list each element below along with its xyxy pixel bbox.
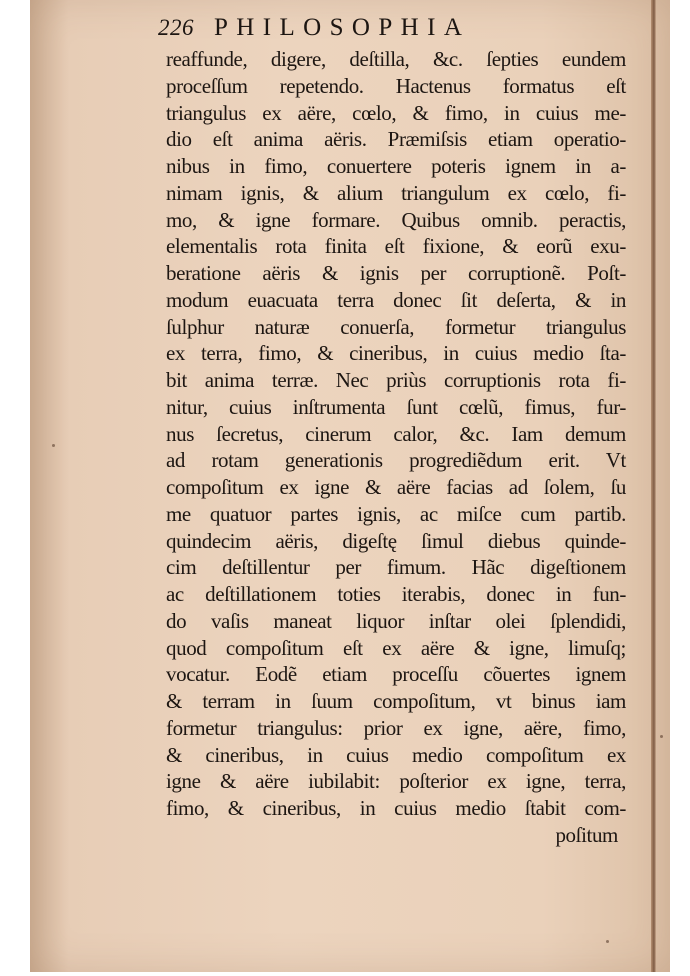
page-edge-shadow — [651, 0, 656, 972]
paper-speck — [606, 940, 609, 943]
text-line: quindecim aëris, digeſtę ſimul diebus quinde- — [166, 528, 626, 553]
text-line: fimo, & cineribus, in cuius medio ſtabit com- — [166, 796, 626, 820]
running-title: PHILOSOPHIA — [214, 14, 471, 41]
text-line: modum euacuata terra donec ſit deſerta, & in — [166, 287, 626, 312]
text-line: formetur triangulus: prior ex igne, aëre, fimo, — [166, 715, 626, 740]
body-text — [166, 46, 626, 849]
text-line: nimam ignis, & alium triangulum ex cœlo, fi- — [166, 180, 626, 205]
text-line: cim deſtillentur per fimum. Hãc digeſtionem — [166, 555, 626, 580]
text-line: & terram in ſuum compoſitum, vt binus iam — [166, 689, 626, 713]
text-line-catchword: poſitum — [555, 822, 618, 847]
text-line: compoſitum ex igne & aëre facias ad ſolem, ſu — [166, 475, 626, 499]
text-line: reaffunde, digere, deſtilla, &c. ſepties eundem — [166, 47, 626, 71]
text-line: igne & aëre iubilabit: poſterior ex igne, terra, — [166, 769, 626, 794]
text-line: quod compoſitum eſt ex aëre & igne, limuſq; — [166, 635, 626, 660]
text-line: nitur, cuius inſtrumenta ſunt cœlũ, fimus, fur- — [166, 394, 626, 419]
page-number: 226 — [158, 15, 194, 40]
text-line: nus ſecretus, cinerum calor, &c. Iam demum — [166, 421, 626, 446]
running-head — [158, 14, 578, 48]
text-line: ad rotam generationis progrediẽdum erit. Vt — [166, 448, 626, 473]
text-line: vocatur. Eodẽ etiam proceſſu cõuertes ignem — [166, 662, 626, 687]
text-line: me quatuor partes ignis, ac miſce cum partib. — [166, 501, 626, 526]
text-line: do vaſis maneat liquor inſtar olei ſplendidi, — [166, 608, 626, 633]
text-line: proceſſum repetendo. Hactenus formatus eſt — [166, 73, 626, 98]
paper-speck — [660, 735, 663, 738]
text-line: beratione aëris & ignis per corruptionẽ. Poſt- — [166, 261, 626, 285]
text-line: elementalis rota finita eſt fixione, & eorũ exu- — [166, 234, 626, 259]
text-line: ac deſtillationem toties iterabis, donec in fun- — [166, 582, 626, 606]
text-line: nibus in fimo, conuertere poteris ignem in a- — [166, 154, 626, 178]
text-line: bit anima terræ. Nec priùs corruptionis rota fi- — [166, 368, 626, 392]
paper-speck — [52, 444, 55, 447]
text-line: triangulus ex aëre, cœlo, & fimo, in cuius me- — [166, 100, 626, 125]
text-line: ſulphur naturæ conuerſa, formetur triangulus — [166, 314, 626, 339]
text-line: mo, & igne formare. Quibus omnib. peractis, — [166, 207, 626, 232]
text-line: dio eſt anima aëris. Præmiſsis etiam operatio- — [166, 127, 626, 152]
text-line: & cineribus, in cuius medio compoſitum ex — [166, 742, 626, 767]
text-line: ex terra, fimo, & cineribus, in cuius medio ſta- — [166, 341, 626, 366]
